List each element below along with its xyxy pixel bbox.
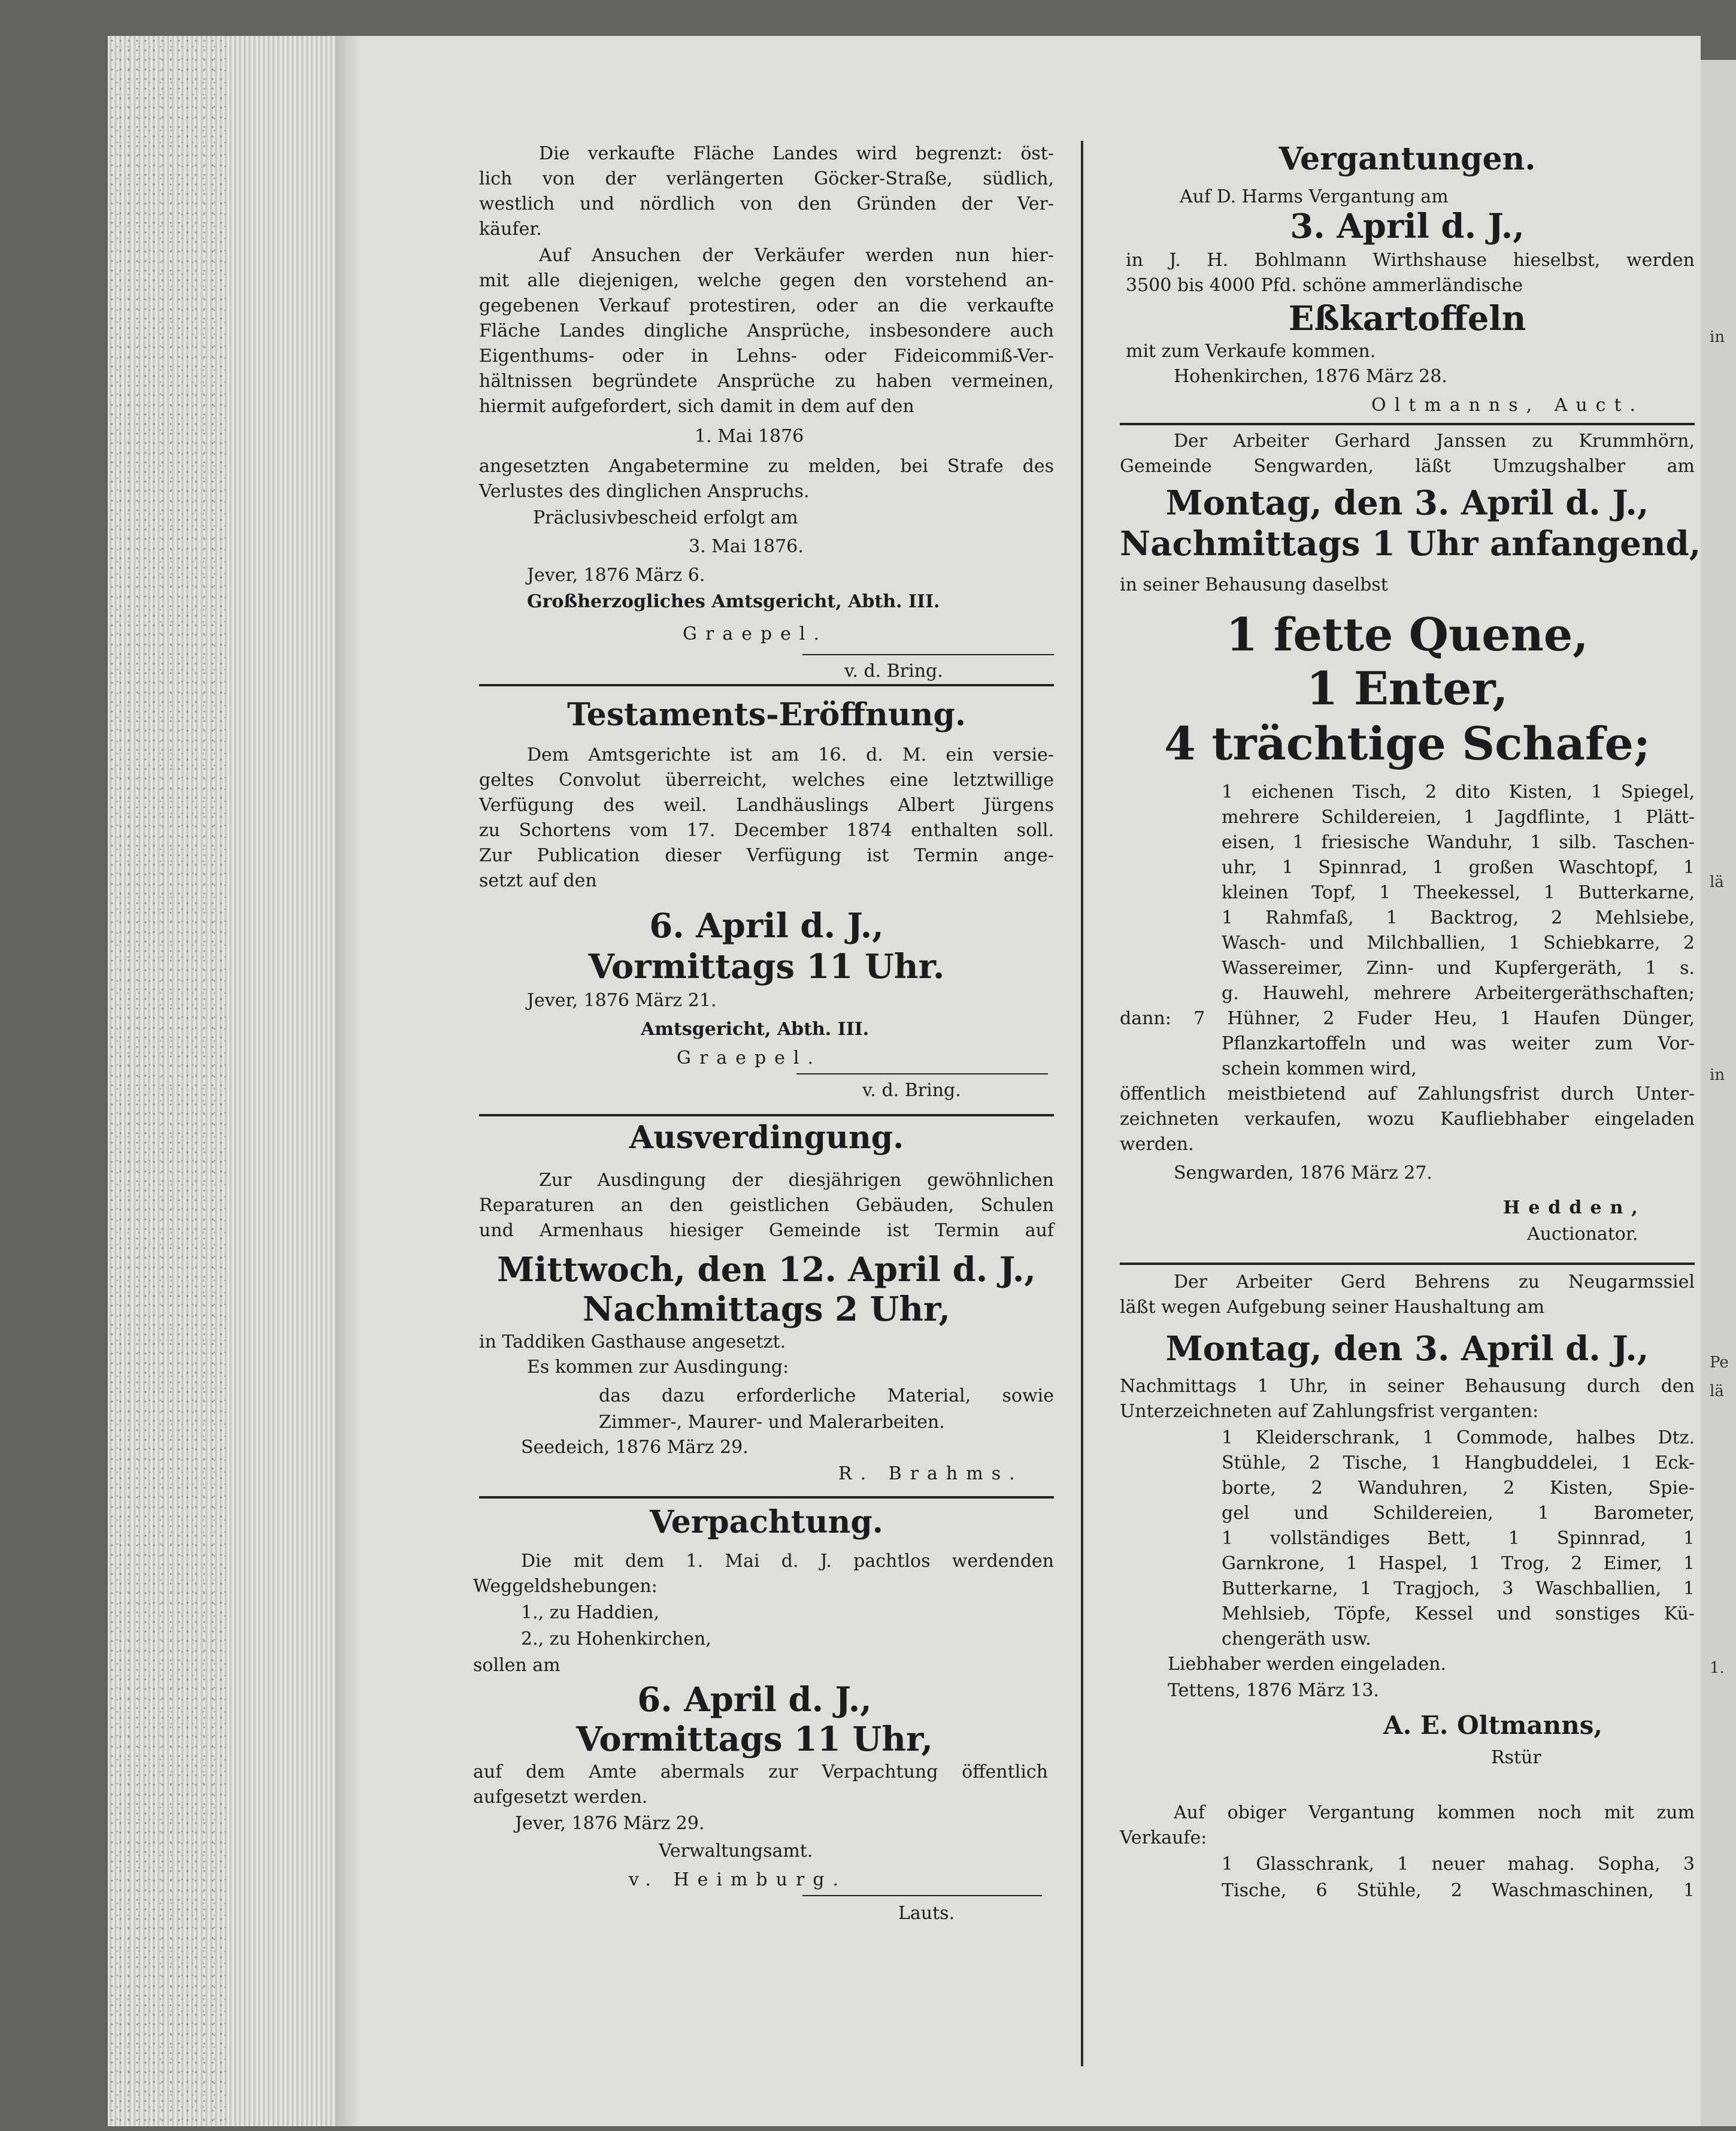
edge-fragment: 1. [1710, 1659, 1725, 1677]
text-line: gegebenen Verkauf protestiren, oder an die verkaufte [479, 295, 1054, 316]
text-line: 1 eichenen Tisch, 2 dito Kisten, 1 Spiegel, [1222, 782, 1695, 803]
text-line: Wassereimer, Zinn- und Kupfergeräth, 1 s. [1222, 958, 1695, 979]
text-line: mehrere Schildereien, 1 Jagdflinte, 1 Plätt- [1222, 807, 1695, 828]
text-line: Dem Amtsgerichte ist am 16. d. M. ein versie- [527, 744, 1054, 765]
section-rule [479, 1496, 1054, 1499]
text-line: setzt auf den [479, 870, 597, 891]
text-line: gel und Schildereien, 1 Barometer, [1222, 1503, 1695, 1524]
section-title: Verpachtung. [650, 1504, 883, 1540]
text-line: Es kommen zur Ausdingung: [527, 1357, 789, 1378]
list-item: 1., zu Haddien, [521, 1602, 660, 1623]
text-line: Fläche Landes dingliche Ansprüche, insbesondere auch [479, 320, 1054, 341]
edge-fragment: in [1710, 1066, 1725, 1084]
term-date: Montag, den 3. April d. J., [1165, 1329, 1649, 1369]
text-line: werden. [1120, 1134, 1194, 1155]
edge-fragment: in [1710, 328, 1725, 346]
text-line: Reparaturen an den geistlichen Gebäuden, Schulen [479, 1195, 1054, 1216]
gutter-shadow [335, 36, 359, 2126]
text-line: öffentlich meistbietend auf Zahlungsfrist durch Unter- [1120, 1083, 1695, 1104]
section-title: Vergantungen. [1278, 141, 1536, 177]
signature-line [802, 1895, 1042, 1896]
section-rule [1120, 423, 1695, 425]
text-line: westlich und nördlich von den Gründen der Ver- [479, 193, 1054, 214]
text-line: g. Hauwehl, mehrere Arbeitergeräthschaften; [1222, 983, 1695, 1004]
text-line: Butterkarne, 1 Tragjoch, 3 Waschballien, 1 [1222, 1578, 1695, 1599]
term-date: 3. Mai 1876. [689, 536, 804, 557]
section-rule [1120, 1263, 1695, 1265]
text-line: Unterzeichneten auf Zahlungsfrist verganten: [1120, 1401, 1539, 1422]
signature-line [796, 1073, 1048, 1074]
text-line: 1 Kleiderschrank, 1 Commode, halbes Dtz. [1222, 1427, 1695, 1448]
text-line: Tische, 6 Stühle, 2 Waschmaschinen, 1 [1222, 1880, 1695, 1901]
text-line: uhr, 1 Spinnrad, 1 großen Waschtopf, 1 [1222, 857, 1695, 878]
term-time: Vormittags 11 Uhr. [588, 947, 945, 986]
section-title: Ausverdingung. [629, 1119, 904, 1156]
place-date: Sengwarden, 1876 März 27. [1174, 1163, 1432, 1183]
text-line: Pflanzkartoffeln und was weiter zum Vor- [1222, 1033, 1695, 1054]
text-line: Die mit dem 1. Mai d. J. pachtlos werdenden [521, 1551, 1054, 1572]
text-line: käufer. [479, 219, 542, 240]
text-line: Mehlsieb, Töpfe, Kessel und sonstiges Kü- [1222, 1603, 1695, 1624]
text-line: hiermit aufgefordert, sich damit in dem auf den [479, 396, 914, 417]
section-rule [479, 1114, 1054, 1116]
term-date: 6. April d. J., [649, 906, 884, 946]
section-title: Testaments-Eröffnung. [567, 697, 966, 733]
text-line: borte, 2 Wanduhren, 2 Kisten, Spie- [1222, 1478, 1695, 1499]
text-line: Der Arbeiter Gerhard Janssen zu Krummhörn, [1174, 431, 1695, 452]
signature: Graepel. [683, 623, 828, 644]
text-line: in Taddiken Gasthause angesetzt. [479, 1331, 786, 1352]
list-item: das dazu erforderliche Material, sowie [599, 1385, 1054, 1406]
term-date: Mittwoch, den 12. April d. J., [497, 1250, 1036, 1290]
text-line: hältnissen begründete Ansprüche zu haben vermeinen, [479, 371, 1054, 392]
text-line: Der Arbeiter Gerd Behrens zu Neugarmssiel [1174, 1272, 1695, 1292]
headline-item: 4 trächtige Schafe; [1164, 717, 1650, 770]
term-date: 3. April d. J., [1290, 207, 1525, 246]
goods-heading: Eßkartoffeln [1288, 299, 1526, 338]
text-line: dann: 7 Hühner, 2 Fuder Heu, 1 Haufen Dünger, [1120, 1008, 1695, 1029]
text-line: lich von der verlängerten Göcker-Straße, südlich, [479, 168, 1054, 189]
signature: R. Brahms. [838, 1463, 1023, 1484]
place-date: Jever, 1876 März 21. [527, 990, 717, 1011]
text-line: und Armenhaus hiesiger Gemeinde ist Termin auf [479, 1220, 1054, 1241]
text-line: Weggeldshebungen: [473, 1576, 658, 1597]
text-line: Auf Ansuchen der Verkäufer werden nun hier- [539, 245, 1054, 266]
text-line: Garnkrone, 1 Haspel, 1 Trog, 2 Eimer, 1 [1222, 1553, 1695, 1574]
edge-fragment: lä [1710, 873, 1724, 891]
text-line: 1 vollständiges Bett, 1 Spinnrad, 1 [1222, 1528, 1695, 1549]
text-line: Zur Publication dieser Verfügung ist Termin ange- [479, 845, 1054, 866]
text-line: Präclusivbescheid erfolgt am [533, 507, 798, 528]
text-line: Stühle, 2 Tische, 1 Hangbuddelei, 1 Eck- [1222, 1452, 1695, 1473]
text-line: mit zum Verkaufe kommen. [1126, 341, 1376, 362]
headline-item: 1 Enter, [1306, 662, 1508, 715]
headline-item: 1 fette Quene, [1226, 608, 1589, 661]
place-date: Seedeich, 1876 März 29. [521, 1437, 749, 1458]
text-line: chengeräth usw. [1222, 1628, 1371, 1649]
term-date: 6. April d. J., [637, 1680, 872, 1720]
term-date: 1. Mai 1876 [695, 426, 804, 447]
clerk: v. d. Bring. [844, 661, 943, 682]
text-line: Auf D. Harms Vergantung am [1180, 186, 1449, 207]
column-divider [1081, 141, 1083, 2066]
court-name: Amtsgericht, Abth. III. [641, 1019, 869, 1040]
term-date: Montag, den 3. April d. J., [1165, 483, 1649, 523]
list-item: Zimmer-, Maurer- und Malerarbeiten. [599, 1412, 945, 1433]
edge-fragment: lä [1710, 1382, 1724, 1400]
signature: Graepel. [677, 1048, 822, 1068]
clerk: Lauts. [898, 1903, 955, 1924]
edge-fragment: Pe [1710, 1354, 1729, 1372]
text-line: 1 Glasschrank, 1 neuer mahag. Sopha, 3 [1222, 1854, 1695, 1875]
place-date: Hohenkirchen, 1876 März 28. [1174, 366, 1447, 387]
text-line: Eigenthums- oder in Lehns- oder Fideicommiß-Ver- [479, 346, 1054, 367]
signature: A. E. Oltmanns, [1383, 1711, 1603, 1740]
text-line: sollen am [473, 1655, 561, 1676]
place-date: Tettens, 1876 März 13. [1168, 1680, 1379, 1701]
signature: v. Heimburg. [629, 1869, 847, 1890]
signature: Hedden, [1503, 1197, 1646, 1218]
next-page-edge [1701, 60, 1736, 2126]
text-line: kleinen Topf, 1 Theekessel, 1 Butterkarne, [1222, 882, 1695, 903]
text-line: mit alle diejenigen, welche gegen den vorstehend an- [479, 270, 1054, 291]
text-line: zu Schortens vom 17. December 1874 enthalten soll. [479, 820, 1054, 841]
signature: Oltmanns, Auct. [1371, 395, 1644, 416]
place-date: Jever, 1876 März 29. [515, 1813, 705, 1834]
text-line: eisen, 1 friesische Wanduhr, 1 silb. Taschen- [1222, 832, 1695, 853]
list-item: 2., zu Hohenkirchen, [521, 1628, 711, 1649]
text-line: Verlustes des dinglichen Anspruchs. [479, 481, 810, 502]
text-line: Verfügung des weil. Landhäuslings Albert Jürgens [479, 795, 1054, 816]
text-line: schein kommen wird, [1222, 1058, 1417, 1079]
text-line: Verkaufe: [1120, 1827, 1207, 1848]
term-time: Nachmittags 2 Uhr, [583, 1290, 950, 1329]
text-line: in J. H. Bohlmann Wirthshause hieselbst, werden [1126, 250, 1695, 271]
text-line: 1 Rahmfaß, 1 Backtrog, 2 Mehlsiebe, [1222, 907, 1695, 928]
text-line: Liebhaber werden eingeladen. [1168, 1654, 1447, 1675]
term-time: Vormittags 11 Uhr, [576, 1720, 933, 1759]
text-line: zeichneten verkaufen, wozu Kaufliebhaber eingeladen [1120, 1109, 1695, 1130]
court-name: Großherzogliches Amtsgericht, Abth. III. [527, 591, 940, 612]
text-line: Nachmittags 1 Uhr, in seiner Behausung durch den [1120, 1376, 1695, 1397]
clerk: v. d. Bring. [862, 1080, 961, 1101]
text-line: angesetzten Angabetermine zu melden, bei Strafe des [479, 456, 1054, 477]
text-line: Auf obiger Vergantung kommen noch mit zum [1174, 1802, 1695, 1823]
office-name: Verwaltungsamt. [659, 1841, 813, 1861]
text-line: geltes Convolut überreicht, welches eine letztwillige [479, 770, 1054, 791]
section-rule [479, 684, 1054, 686]
place-date: Jever, 1876 März 6. [527, 565, 705, 586]
text-line: 3500 bis 4000 Pfd. schöne ammerländische [1126, 275, 1523, 296]
signature-line [802, 654, 1054, 655]
text-line: aufgesetzt werden. [473, 1787, 648, 1808]
term-time: Nachmittags 1 Uhr anfangend, [1120, 524, 1701, 564]
signer-title: Auctionator. [1527, 1224, 1638, 1245]
text-line: Die verkaufte Fläche Landes wird begrenzt: öst- [539, 143, 1054, 164]
text-line: Wasch- und Milchballien, 1 Schiebkarre, 2 [1222, 933, 1695, 953]
text-line: Zur Ausdingung der diesjährigen gewöhnlichen [539, 1170, 1054, 1191]
text-line: Gemeinde Sengwarden, läßt Umzugshalber am [1120, 456, 1695, 477]
text-line: auf dem Amte abermals zur Verpachtung öffentlich [473, 1761, 1048, 1782]
page-edge-speckle [108, 36, 228, 2126]
signer-title: Rstür [1491, 1747, 1541, 1768]
text-line: in seiner Behausung daselbst [1120, 574, 1388, 595]
text-line: läßt wegen Aufgebung seiner Haushaltung am [1120, 1297, 1545, 1318]
